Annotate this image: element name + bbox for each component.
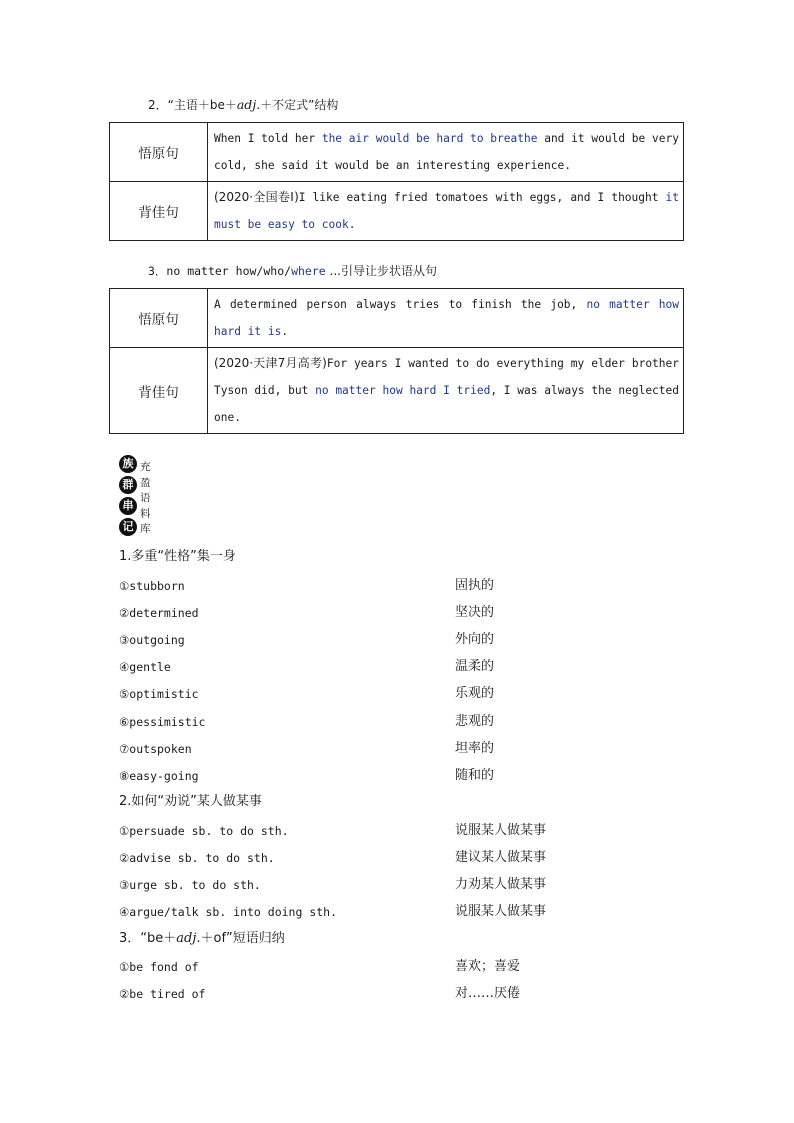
section-2-heading xyxy=(148,97,338,113)
example-sentence xyxy=(208,348,684,434)
list-item xyxy=(119,821,684,841)
group-3-title-suffix: ＋of”短语归纳 xyxy=(200,931,285,946)
group-3-title-prefix: 3．“be＋ xyxy=(119,931,177,946)
list-item xyxy=(119,576,684,596)
section-3-heading-prefix: 3．no matter how/who/ xyxy=(148,264,292,278)
list-item xyxy=(119,902,684,922)
badge-side-text: 充盈语料库 xyxy=(140,461,151,536)
list-item xyxy=(119,957,684,977)
group-2-title: 2.如何“劝说”某人做某事 xyxy=(119,794,262,809)
item-chinese: 对……厌倦 xyxy=(455,986,521,1001)
list-item xyxy=(119,875,684,895)
list-item xyxy=(119,766,684,786)
sentence-text: , I was always the neglected one. xyxy=(214,384,679,424)
item-chinese: 喜欢；喜爱 xyxy=(455,959,521,974)
row-label: 悟原句 xyxy=(110,289,208,348)
sentence-text: A determined person always tries to finish the job, xyxy=(214,298,587,311)
example-sentence xyxy=(208,123,684,182)
badge-circle-char: 族 xyxy=(119,455,137,473)
source-citation: (2020·天津7月高考) xyxy=(214,356,327,370)
item-english: ⑥pessimistic xyxy=(119,715,206,729)
word-family-badge xyxy=(119,455,159,540)
sentence-text: When I told her xyxy=(214,132,322,145)
table-row xyxy=(110,182,684,241)
item-chinese: 温柔的 xyxy=(455,659,495,674)
section-2-heading-italic: adj. xyxy=(236,97,261,112)
item-chinese: 坦率的 xyxy=(455,741,495,756)
section-2-table xyxy=(109,122,684,241)
item-chinese: 坚决的 xyxy=(455,605,495,620)
table-row xyxy=(110,123,684,182)
highlighted-phrase: the air would be hard to breathe xyxy=(321,132,538,145)
sentence-text: . xyxy=(281,325,289,338)
list-item xyxy=(119,984,684,1004)
item-chinese: 固执的 xyxy=(455,578,495,593)
item-english: ④gentle xyxy=(119,660,171,674)
item-chinese: 外向的 xyxy=(455,632,495,647)
item-english: ①persuade sb. to do sth. xyxy=(119,824,289,838)
sentence-text: . xyxy=(348,218,356,231)
source-citation: (2020·全国卷Ⅰ) xyxy=(214,190,299,204)
item-english: ②advise sb. to do sth. xyxy=(119,851,275,865)
group-3-title-italic: adj. xyxy=(176,931,201,946)
highlighted-phrase: it must be easy to cook xyxy=(214,191,680,231)
row-label: 背佳句 xyxy=(110,348,208,434)
list-item xyxy=(119,657,684,677)
table-row xyxy=(110,348,684,434)
item-chinese: 悲观的 xyxy=(455,714,495,729)
badge-circle-char: 记 xyxy=(119,518,137,536)
row-label: 悟原句 xyxy=(110,123,208,182)
item-english: ②determined xyxy=(119,606,199,620)
item-english: ⑦outspoken xyxy=(119,742,192,756)
item-english: ①be fond of xyxy=(119,960,199,974)
item-chinese: 随和的 xyxy=(455,768,495,783)
item-english: ④argue/talk sb. into doing sth. xyxy=(119,905,338,919)
item-chinese: 力劝某人做某事 xyxy=(455,877,547,892)
item-english: ①stubborn xyxy=(119,579,185,593)
item-english: ②be tired of xyxy=(119,987,206,1001)
highlighted-phrase: no matter how hard it is xyxy=(214,298,680,338)
badge-circle-char: 群 xyxy=(119,476,137,494)
item-chinese: 乐观的 xyxy=(455,686,495,701)
list-item xyxy=(119,739,684,759)
list-item xyxy=(119,630,684,650)
item-english: ⑤optimistic xyxy=(119,687,199,701)
item-english: ③outgoing xyxy=(119,633,185,647)
item-chinese: 说服某人做某事 xyxy=(455,823,547,838)
section-2-heading-prefix: 2．“主语＋be＋ xyxy=(148,98,237,112)
sentence-text: For years I wanted to do everything my elder brother Tyson did, but xyxy=(214,357,679,397)
item-chinese: 说服某人做某事 xyxy=(455,904,547,919)
section-3-heading xyxy=(148,263,437,279)
list-item xyxy=(119,848,684,868)
list-item xyxy=(119,712,684,732)
sentence-text: and it would be very cold, she said it would be an interesting experience. xyxy=(214,132,679,172)
item-chinese: 建议某人做某事 xyxy=(455,850,547,865)
example-sentence xyxy=(208,182,684,241)
list-item xyxy=(119,603,684,623)
group-1-title: 1.多重“性格”集一身 xyxy=(119,549,236,564)
section-3-heading-suffix: ...引导让步状语从句 xyxy=(325,264,437,278)
sentence-text: I like eating fried tomatoes with eggs, and I thought xyxy=(298,191,666,204)
row-label: 背佳句 xyxy=(110,182,208,241)
example-sentence xyxy=(208,289,684,348)
section-3-heading-where: where xyxy=(291,264,326,278)
section-2-heading-suffix: ＋不定式”结构 xyxy=(260,98,339,112)
list-item xyxy=(119,684,684,704)
group-3-title xyxy=(119,930,285,948)
badge-circle-char: 串 xyxy=(119,497,137,515)
section-3-table xyxy=(109,288,684,434)
table-row xyxy=(110,289,684,348)
item-english: ⑧easy-going xyxy=(119,769,199,783)
item-english: ③urge sb. to do sth. xyxy=(119,878,261,892)
highlighted-phrase: no matter how hard I tried xyxy=(315,384,491,397)
